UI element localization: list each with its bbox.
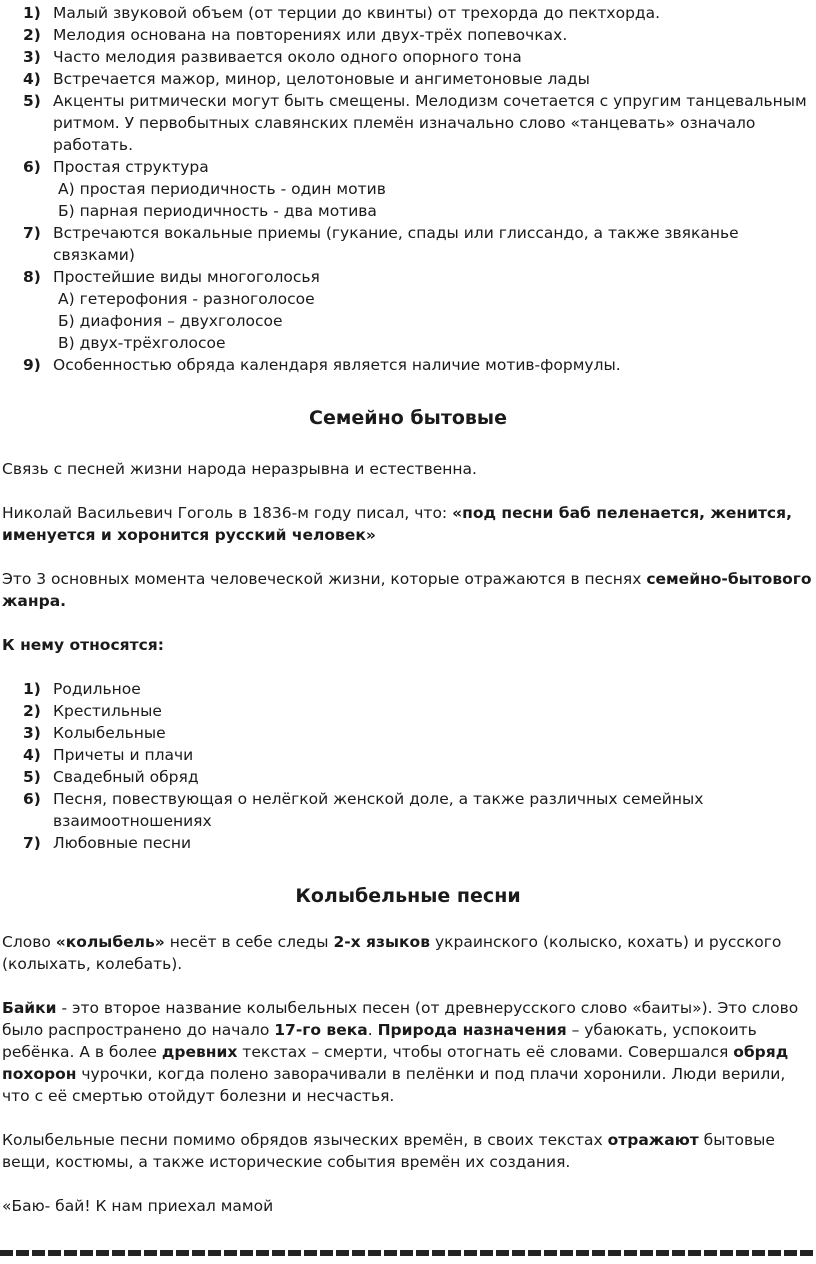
bold-run: «колыбель» <box>55 933 165 951</box>
list-item <box>0 90 816 156</box>
paragraph-cradle-word <box>0 931 816 975</box>
text-run: текстах – смерти, чтобы отогнать её словами. Совершался <box>237 1043 734 1061</box>
list-text: Крестильные <box>53 702 162 720</box>
section-heading-family: Семейно бытовые <box>309 407 507 429</box>
list-item <box>0 744 816 766</box>
bold-run: Природа назначения <box>377 1021 567 1039</box>
list-number: 8) <box>23 268 41 286</box>
dashed-divider <box>0 1250 816 1256</box>
list-number: 2) <box>23 26 41 44</box>
list-number: 3) <box>23 724 41 742</box>
list-number: 6) <box>23 790 41 808</box>
section-heading-lullabies: Колыбельные песни <box>295 885 521 907</box>
bold-run: древних <box>161 1043 238 1061</box>
list-number: 2) <box>23 702 41 720</box>
paragraph-reflect <box>0 1129 816 1173</box>
list-number: 7) <box>23 834 41 852</box>
list-number: 4) <box>23 746 41 764</box>
sub-item: Б) парная периодичность - два мотива <box>58 202 377 220</box>
bold-run: Байки <box>2 999 57 1017</box>
paragraph-baiki <box>0 997 816 1107</box>
list-number: 5) <box>23 92 41 110</box>
moments-text: Это 3 основных момента человеческой жизни, которые отражаются в песнях <box>2 570 647 588</box>
paragraph-connection: Связь с песней жизни народа неразрывна и естественна. <box>2 460 477 478</box>
list-number: 3) <box>23 48 41 66</box>
list-number: 6) <box>23 158 41 176</box>
text-run: - это второе название колыбельных песен (от древнерусского слово «баиты»). Это слово было распространено до начало <box>2 999 799 1039</box>
list-text: Родильное <box>53 680 141 698</box>
list-text: Песня, повествующая о нелёгкой женской доле, а также различных семейных взаимоотношениях <box>53 790 704 830</box>
list-text: Часто мелодия развивается около одного опорного тона <box>53 48 522 66</box>
list-text: Акценты ритмически могут быть смещены. Мелодизм сочетается с упругим танцевальным ритмом. У первобытных славянских племён изначально слово «танцевать» означало работать. <box>53 92 807 154</box>
list-text: Любовные песни <box>53 834 192 852</box>
list-item <box>0 222 816 266</box>
list-number: 1) <box>23 4 41 22</box>
text-run: Колыбельные песни помимо обрядов языческих времён, в своих текстах <box>2 1131 608 1149</box>
list-item <box>0 700 816 722</box>
list-item <box>0 832 816 854</box>
intro-list <box>0 2 816 376</box>
text-run: – убаюкать, успокоить ребёнка. А в более <box>2 1021 757 1061</box>
sub-item: В) двух-трёхголосое <box>58 334 226 352</box>
paragraph-moments <box>0 568 816 612</box>
list-text: Встречается мажор, минор, целотоновые и ангиметоновые лады <box>53 70 590 88</box>
list-item <box>0 354 816 376</box>
list-text: Колыбельные <box>53 724 166 742</box>
list-text: Простейшие виды многоголосья <box>53 268 320 286</box>
list-item <box>0 788 816 832</box>
list-number: 9) <box>23 356 41 374</box>
bold-run: 2-х языков <box>333 933 431 951</box>
list-item <box>0 24 816 46</box>
list-item <box>0 722 816 744</box>
family-song-list <box>0 678 816 854</box>
list-item <box>0 46 816 68</box>
gogol-quote: «под песни баб пеленается, женится, именуется и хоронится русский человек» <box>2 504 792 544</box>
list-number: 4) <box>23 70 41 88</box>
list-text: Простая структура <box>53 158 209 176</box>
text-run: украинского (колыско, кохать) и русского (колыхать, колебать). <box>2 933 782 973</box>
bold-run: отражают <box>607 1131 699 1149</box>
list-item <box>0 156 816 222</box>
list-number: 7) <box>23 224 41 242</box>
bold-run: обряд похорон <box>2 1043 789 1083</box>
bold-run: 17-го века <box>274 1021 368 1039</box>
text-run: несёт в себе следы <box>164 933 334 951</box>
list-item <box>0 766 816 788</box>
list-text: Малый звуковой объем (от терции до квинты) от трехорда до пектхорда. <box>53 4 661 22</box>
list-text: Особенностью обряда календаря является наличие мотив-формулы. <box>53 356 621 374</box>
list-text: Причеты и плачи <box>53 746 194 764</box>
text-run: . <box>367 1021 378 1039</box>
sub-item: Б) диафония – двухголосое <box>58 312 283 330</box>
sub-item: А) простая периодичность - один мотив <box>58 180 386 198</box>
paragraph-includes <box>0 634 816 656</box>
paragraph-lullaby-quote: «Баю- бай! К нам приехал мамой <box>2 1197 274 1215</box>
list-text: Свадебный обряд <box>53 768 199 786</box>
list-number: 5) <box>23 768 41 786</box>
includes-label: К нему относятся: <box>2 636 164 654</box>
list-text: Встречаются вокальные приемы (гукание, спады или глиссандо, а также звяканье связками) <box>53 224 739 264</box>
list-item <box>0 2 816 24</box>
text-run: Слово <box>2 933 56 951</box>
gogol-text: Николай Васильевич Гоголь в 1836-м году писал, что: <box>2 504 453 522</box>
list-item <box>0 266 816 354</box>
list-item <box>0 68 816 90</box>
list-item <box>0 678 816 700</box>
text-run: бытовые вещи, костюмы, а также исторические события времён их создания. <box>2 1131 775 1171</box>
genre-name: семейно-бытового жанра. <box>2 570 812 610</box>
list-text: Мелодия основана на повторениях или двух-трёх попевочках. <box>53 26 568 44</box>
text-run: чурочки, когда полено заворачивали в пелёнки и под плачи хоронили. Люди верили, что с её смертью отойдут болезни и несчастья. <box>2 1065 786 1105</box>
sub-item: А) гетерофония - разноголосое <box>58 290 315 308</box>
list-number: 1) <box>23 680 41 698</box>
paragraph-gogol <box>0 502 816 546</box>
